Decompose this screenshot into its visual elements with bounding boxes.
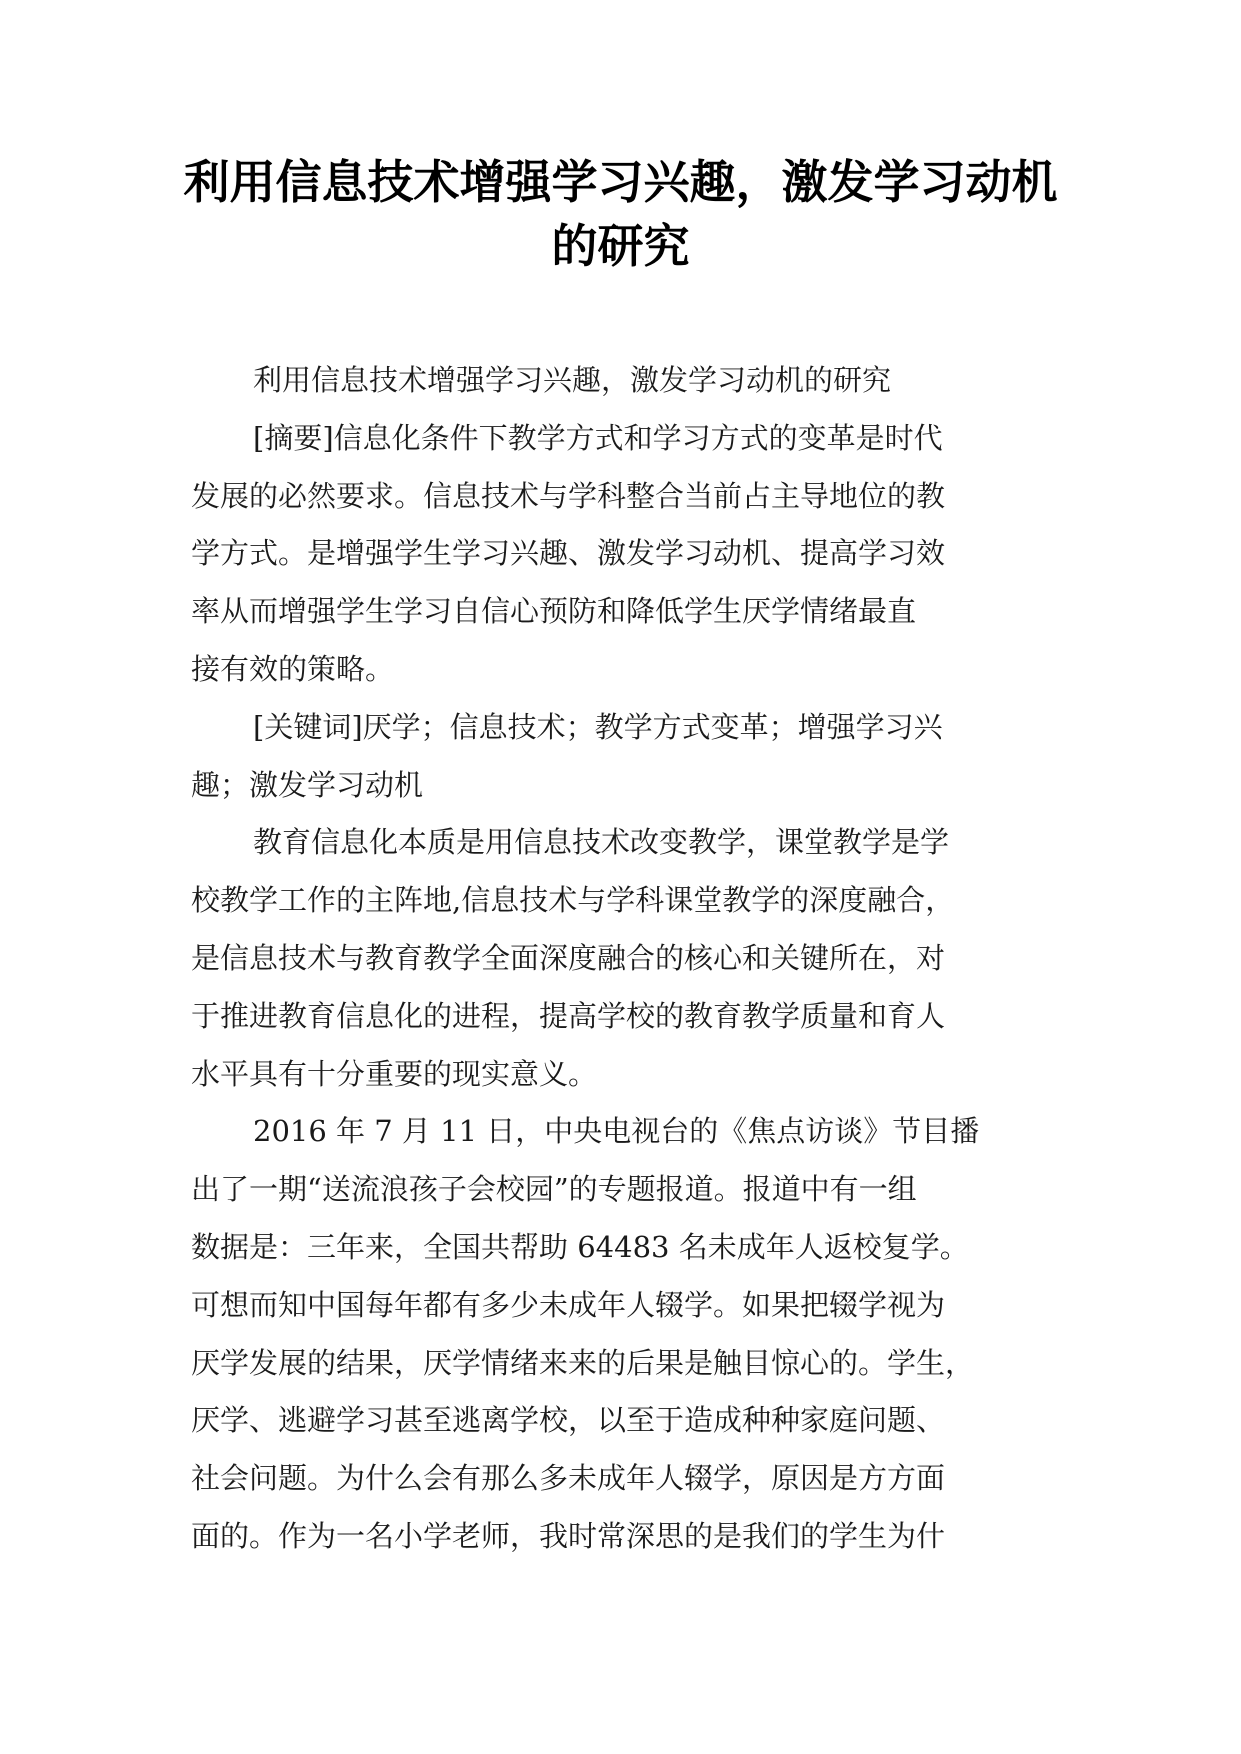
text-line: 于推进教育信息化的进程，提高学校的教育教学质量和育人 [191, 998, 946, 1033]
text-line: 发展的必然要求。信息技术与学科整合当前占主导地位的教 [191, 478, 946, 513]
title-line-2: 的研究 [551, 219, 690, 273]
text-line: 利用信息技术增强学习兴趣，激发学习动机的研究 [253, 363, 892, 397]
text-line: 数据是：三年来，全国共帮助 64483 名未成年人返校复学。 [191, 1229, 969, 1264]
text-line: 教育信息化本质是用信息技术改变教学，课堂教学是学 [253, 825, 950, 860]
document-title [150, 150, 1091, 278]
text-line: 接有效的策略。 [191, 651, 395, 686]
text-line: 可想而知中国每年都有多少未成年人辍学。如果把辍学视为 [191, 1287, 946, 1322]
text-line: 校教学工作的主阵地,信息技术与学科课堂教学的深度融合， [191, 883, 955, 918]
text-line: [关键词]厌学；信息技术；教学方式变革；增强学习兴 [253, 709, 943, 744]
text-line: 面的。作为一名小学老师，我时常深思的是我们的学生为什 [191, 1518, 946, 1553]
text-line: 出了一期“送流浪孩子会校园”的专题报道。报道中有一组 [191, 1172, 917, 1207]
text-line: 厌学、逃避学习甚至逃离学校，以至于造成种种家庭问题、 [191, 1403, 946, 1438]
text-line: 水平具有十分重要的现实意义。 [191, 1056, 598, 1091]
text-line: 厌学发展的结果，厌学情绪来来的后果是触目惊心的。学生， [191, 1345, 975, 1380]
text-line: 2016 年 7 月 11 日，中央电视台的《焦点访谈》节目播 [253, 1114, 980, 1149]
document-body [191, 352, 1091, 1566]
text-line: 是信息技术与教育教学全面深度融合的核心和关键所在，对 [191, 940, 946, 975]
text-line: 趣；激发学习动机 [191, 767, 424, 802]
text-line: 社会问题。为什么会有那么多未成年人辍学，原因是方方面 [191, 1461, 946, 1496]
text-line: 率从而增强学生学习自信心预防和降低学生厌学情绪最直 [191, 594, 917, 629]
text-line: [摘要]信息化条件下教学方式和学习方式的变革是时代 [253, 420, 943, 455]
title-line-1: 利用信息技术增强学习兴趣，激发学习动机 [183, 155, 1058, 209]
text-line: 学方式。是增强学生学习兴趣、激发学习动机、提高学习效 [191, 536, 946, 571]
